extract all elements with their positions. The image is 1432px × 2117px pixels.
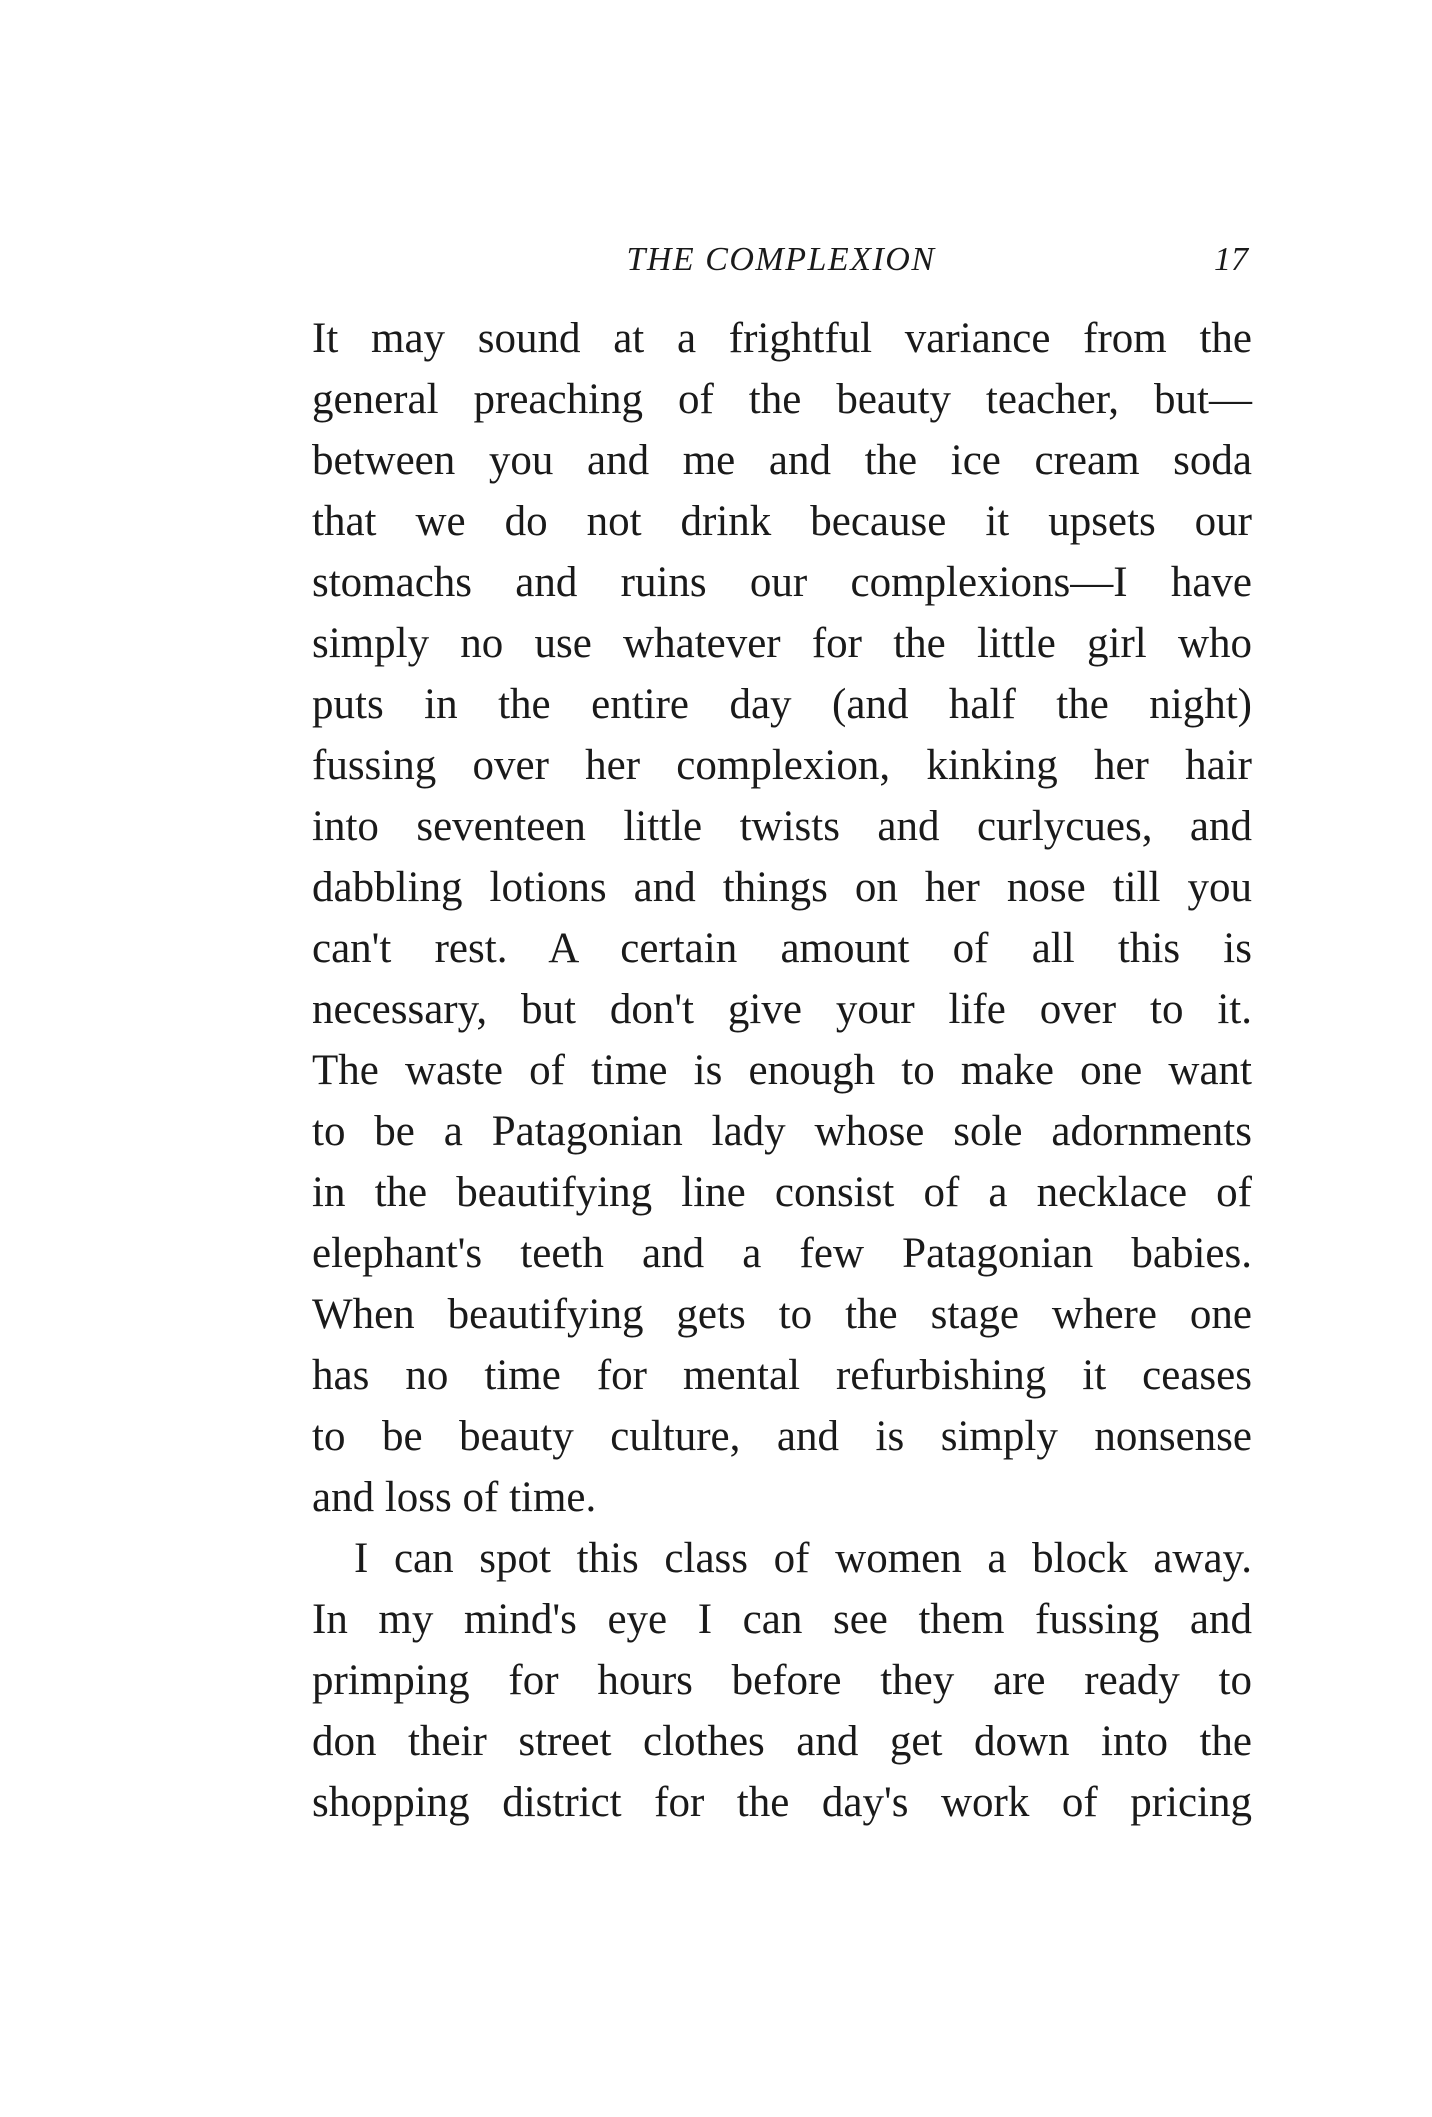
paragraph-2 — [312, 1528, 1252, 1833]
text-line: between you and me and the ice cream soda — [312, 437, 1252, 484]
text-line: into seventeen little twists and curlycues, and — [312, 803, 1252, 850]
running-head — [312, 236, 1252, 284]
text-line: I can spot this class of women a block away. — [354, 1535, 1252, 1582]
text-line: fussing over her complexion, kinking her hair — [312, 742, 1252, 789]
text-line: In my mind's eye I can see them fussing and — [312, 1596, 1252, 1643]
text-line: to be a Patagonian lady whose sole adornments — [312, 1108, 1252, 1155]
text-line: It may sound at a frightful variance from the — [312, 315, 1252, 362]
text-line: When beautifying gets to the stage where one — [312, 1291, 1252, 1338]
text-line: primping for hours before they are ready to — [312, 1657, 1252, 1704]
text-line: to be beauty culture, and is simply nonsense — [312, 1413, 1252, 1460]
paragraph-1 — [312, 308, 1252, 1528]
text-line: stomachs and ruins our complexions—I have — [312, 559, 1252, 606]
text-line: in the beautifying line consist of a necklace of — [312, 1169, 1252, 1216]
text-line: and loss of time. — [312, 1474, 597, 1521]
text-line: elephant's teeth and a few Patagonian babies. — [312, 1230, 1252, 1277]
text-line: has no time for mental refurbishing it ceases — [312, 1352, 1252, 1399]
body-text — [312, 308, 1252, 1833]
page-number: 17 — [1214, 241, 1248, 278]
text-line: necessary, but don't give your life over to it. — [312, 986, 1252, 1033]
text-line: The waste of time is enough to make one want — [312, 1047, 1252, 1094]
text-line: shopping district for the day's work of pricing — [312, 1779, 1252, 1826]
text-line: that we do not drink because it upsets our — [312, 498, 1252, 545]
running-title: THE COMPLEXION — [626, 241, 936, 278]
text-line: simply no use whatever for the little girl who — [312, 620, 1252, 667]
text-line: general preaching of the beauty teacher, but— — [312, 376, 1252, 423]
text-line: don their street clothes and get down into the — [312, 1718, 1252, 1765]
text-line: can't rest. A certain amount of all this is — [312, 925, 1252, 972]
text-line: dabbling lotions and things on her nose till you — [312, 864, 1252, 911]
text-line: puts in the entire day (and half the night) — [312, 681, 1252, 728]
